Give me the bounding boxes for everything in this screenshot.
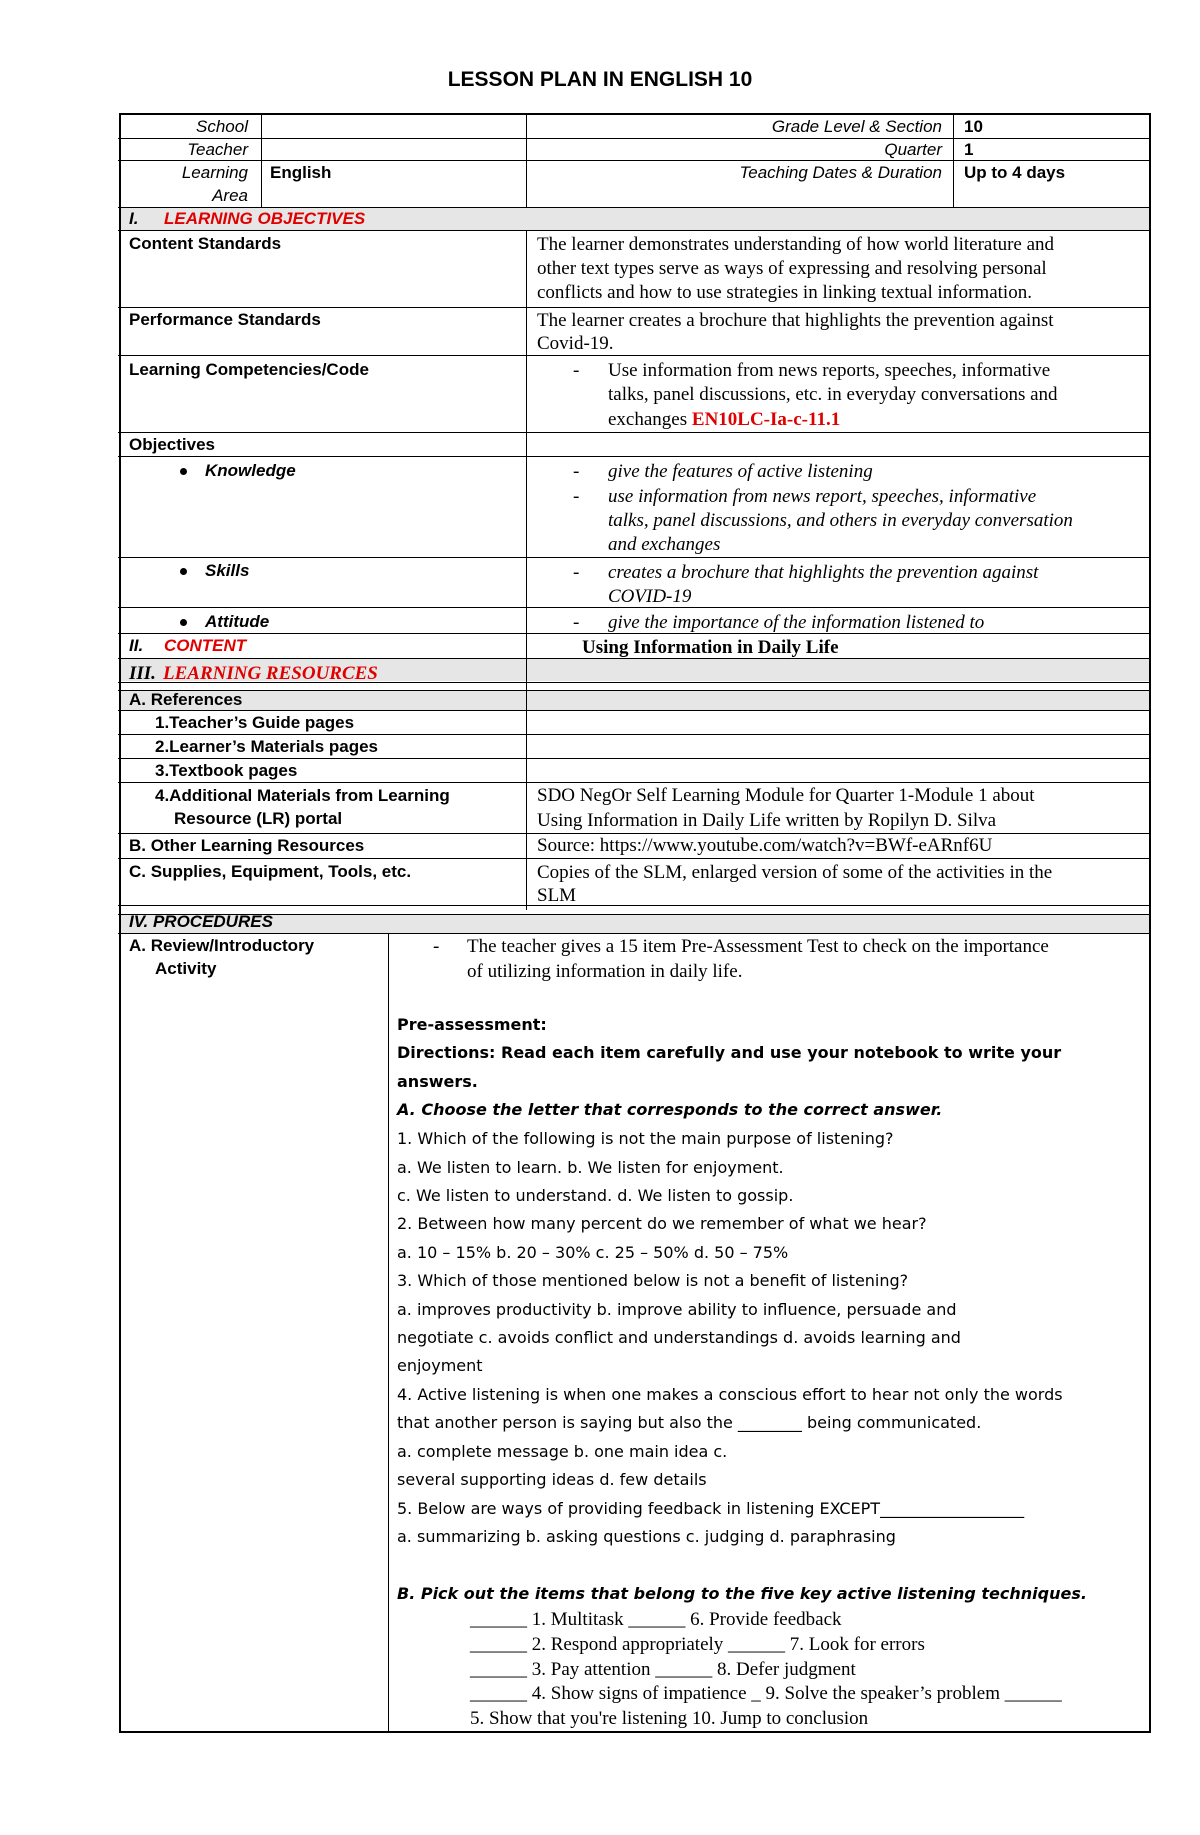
part-b-line: 5. Show that you're listening 10. Jump to conclusion (470, 1708, 869, 1729)
knowledge-item-2-line: talks, panel discussions, and others in everyday conversation (608, 510, 1073, 531)
content-standards-line: conflicts and how to use strategies in linking textual information. (537, 282, 1032, 303)
intro-line: The teacher gives a 15 item Pre-Assessment Test to check on the importance (467, 936, 1049, 957)
bullet-icon (180, 468, 187, 475)
performance-standards-line: The learner creates a brochure that highlights the prevention against (537, 310, 1054, 331)
question-line: 4. Active listening is when one makes a conscious effort to hear not only the words (397, 1385, 1063, 1404)
dash: - (573, 486, 580, 507)
objectives-num: I. (129, 209, 139, 228)
references-label: A. References (129, 690, 243, 709)
area-value: English (270, 163, 332, 182)
knowledge-item-2-line: and exchanges (608, 534, 721, 555)
directions-line: Directions: Read each item carefully and use your notebook to write your (397, 1043, 1062, 1062)
additional-value-line: Using Information in Daily Life written by Ropilyn D. Silva (537, 810, 997, 831)
dates-value: Up to 4 days (964, 163, 1066, 182)
additional-label-line: Resource (LR) portal (174, 809, 343, 828)
quarter-value: 1 (964, 140, 974, 159)
other-resources-label: B. Other Learning Resources (129, 836, 365, 855)
page-title: LESSON PLAN IN ENGLISH 10 (447, 68, 753, 91)
dash: - (573, 562, 580, 583)
teacher-label: Teacher (187, 140, 248, 159)
question-line: negotiate c. avoids conflict and understandings d. avoids learning and (397, 1328, 961, 1347)
question-line: a. 10 – 15% b. 20 – 30% c. 25 – 50% d. 50 – 75% (397, 1243, 789, 1262)
question-line: c. We listen to understand. d. We listen to gossip. (397, 1186, 794, 1205)
competency-line: Use information from news reports, speeches, informative (608, 360, 1051, 381)
dates-label: Teaching Dates & Duration (739, 163, 942, 182)
procedures-title: IV. PROCEDURES (129, 912, 273, 931)
part-b-line: ______ 4. Show signs of impatience _ 9. Solve the speaker’s problem ______ (470, 1683, 1062, 1704)
question-line: 5. Below are ways of providing feedback in listening EXCEPT__________________ (397, 1499, 1025, 1518)
content-standards-line: The learner demonstrates understanding of how world literature and (537, 234, 1055, 255)
part-b-instruction: B. Pick out the items that belong to the five key active listening techniques. (397, 1584, 1087, 1603)
knowledge-item-2-line: use information from news report, speeches, informative (608, 486, 1037, 507)
additional-label-line: 4.Additional Materials from Learning (155, 786, 450, 805)
dash: - (573, 461, 580, 482)
attitude-label: Attitude (180, 610, 269, 634)
question-line: a. We listen to learn. b. We listen for enjoyment. (397, 1158, 784, 1177)
content-standards-line: other text types serve as ways of expressing and resolving personal (537, 258, 1047, 279)
quarter-label: Quarter (884, 140, 942, 159)
part-b-line: ______ 2. Respond appropriately ______ 7. Look for errors (470, 1634, 925, 1655)
area-label-2: Area (212, 186, 248, 205)
content-title: CONTENT (164, 636, 247, 655)
question-line: 3. Which of those mentioned below is not a benefit of listening? (397, 1271, 909, 1290)
dash: - (573, 612, 580, 633)
other-resources-link[interactable]: Source: https://www.youtube.com/watch?v=BWf-eARnf6U (537, 835, 993, 856)
school-label: School (196, 117, 248, 136)
competencies-label: Learning Competencies/Code (129, 360, 369, 379)
pre-assessment-title: Pre-assessment: (397, 1015, 547, 1034)
question-line: several supporting ideas d. few details (397, 1470, 707, 1489)
question-line: a. improves productivity b. improve ability to influence, persuade and (397, 1300, 957, 1319)
competency-code: EN10LC-Ia-c-11.1 (691, 409, 841, 430)
skills-line: creates a brochure that highlights the prevention against (608, 562, 1039, 583)
part-a-instruction: A. Choose the letter that corresponds to the correct answer. (397, 1100, 943, 1119)
question-line: 2. Between how many percent do we remember of what we hear? (397, 1214, 927, 1233)
dash: - (433, 936, 440, 957)
knowledge-item-1: give the features of active listening (608, 461, 873, 482)
review-label-line: Activity (155, 959, 217, 978)
objectives-title: LEARNING OBJECTIVES (164, 209, 366, 228)
question-line: enjoyment (397, 1356, 483, 1375)
dash: - (573, 360, 580, 381)
part-b-line: ______ 1. Multitask ______ 6. Provide feedback (470, 1609, 842, 1630)
tg-label: 1.Teacher’s Guide pages (155, 713, 355, 732)
resources-num: III. (129, 663, 156, 684)
competency-line-3: exchanges EN10LC-Ia-c-11.1 (608, 409, 841, 430)
supplies-label: C. Supplies, Equipment, Tools, etc. (129, 862, 412, 881)
bullet-icon (180, 568, 187, 575)
performance-standards-line: Covid-19. (537, 333, 614, 354)
grade-value: 10 (964, 117, 983, 136)
objectives-label: Objectives (129, 435, 215, 454)
knowledge-label: Knowledge (180, 459, 296, 483)
competency-line: talks, panel discussions, etc. in everyday conversations and (608, 384, 1058, 405)
question-line: a. summarizing b. asking questions c. judging d. paraphrasing (397, 1527, 896, 1546)
resources-title: LEARNING RESOURCES (163, 663, 378, 684)
supplies-line: SLM (537, 885, 577, 906)
content-value: Using Information in Daily Life (582, 637, 839, 658)
tb-label: 3.Textbook pages (155, 761, 298, 780)
review-label-line: A. Review/Introductory (129, 936, 315, 955)
directions-line: answers. (397, 1072, 478, 1091)
additional-value-line: SDO NegOr Self Learning Module for Quarter 1-Module 1 about (537, 785, 1035, 806)
area-label-1: Learning (181, 163, 248, 182)
lm-label: 2.Learner’s Materials pages (155, 737, 379, 756)
skills-label: Skills (180, 559, 249, 583)
content-standards-label: Content Standards (129, 234, 282, 253)
attitude-text: give the importance of the information listened to (608, 612, 985, 633)
question-line: a. complete message b. one main idea c. (397, 1442, 728, 1461)
bullet-icon (180, 619, 187, 626)
question-line: 1. Which of the following is not the main purpose of listening? (397, 1129, 894, 1148)
supplies-line: Copies of the SLM, enlarged version of some of the activities in the (537, 862, 1053, 883)
intro-line: of utilizing information in daily life. (467, 961, 743, 982)
grade-label: Grade Level & Section (771, 117, 942, 136)
question-line: that another person is saying but also the ________ being communicated. (397, 1413, 982, 1432)
performance-standards-label: Performance Standards (129, 310, 321, 329)
part-b-line: ______ 3. Pay attention ______ 8. Defer judgment (470, 1659, 856, 1680)
content-num: II. (129, 636, 144, 655)
skills-line: COVID-19 (608, 586, 692, 607)
